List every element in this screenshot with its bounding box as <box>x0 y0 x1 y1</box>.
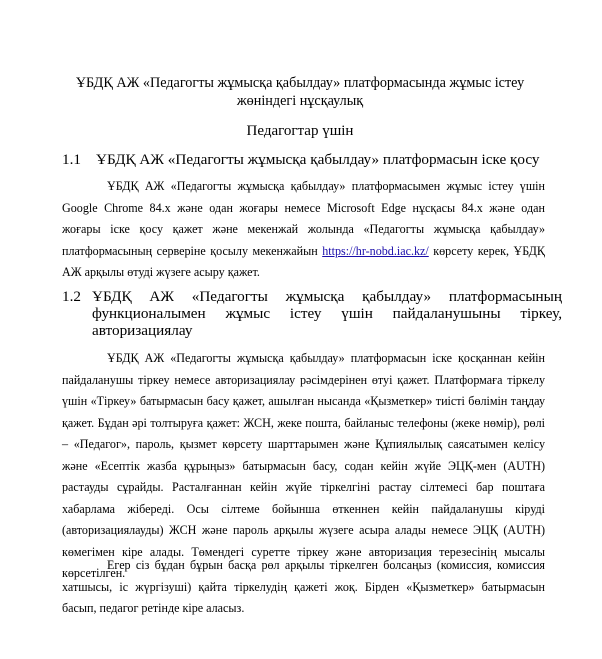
section-1-heading <box>62 151 542 169</box>
document-subtitle: Педагогтар үшін <box>246 123 354 139</box>
section-2-heading <box>62 288 562 339</box>
section-2-number: 1.2 <box>62 288 81 305</box>
platform-url-link[interactable]: https://hr-nobd.iac.kz/ <box>322 243 429 258</box>
section-2-paragraph-2: Егер сіз бұдан бұрын басқа рөл арқылы тіркелген болсаңыз (комиссия, комиссия хатшысы, іс жүргізуші) қайта тіркелудің қажеті жоқ. Бірден «Қызметкер» батырмасын басып, педагог ретінде кіре аласыз. <box>62 558 545 615</box>
section-2-title: ҰБДҚ АЖ «Педагогты жұмысқа қабылдау» платформасының функционалымен жұмыс істеу үшін пайдаланушыны тіркеу, авторизациялау <box>92 288 562 339</box>
document-title: ҰБДҚ АЖ «Педагогты жұмысқа қабылдау» платформасында жұмыс істеу жөніндегі нұсқаулық <box>75 75 525 109</box>
section-1-text-before-link: ҰБДҚ АЖ «Педагогты жұмысқа қабылдау» платформасымен жұмыс істеу үшін Google Chrome 84.x және одан жоғары немесе Microsoft Edge нұсқасы 84.x және одан жоғары іске қосу қажет және мекенжай жолында «Педагогты жұмысқа қабылдау» платформасының серверіне қосылу мекенжайын <box>62 179 545 258</box>
section-2-paragraph-1: ҰБДҚ АЖ «Педагогты жұмысқа қабылдау» платформасын іске қосқаннан кейін пайдаланушы тіркеу немесе авторизациялау рәсімдерінен өтуі қажет. Платформаға тіркелу үшін «Тіркеу» батырмасын басу қажет, ашылған нысанда «Қызметкер» тиісті бөлімін таңдау қажет. Бұдан әрі толтыруға қажет: ЖСН, жеке пошта, байланыс телефоны (жеке нөмір), рөлі – «Педагог», пароль, қызмет көрсету шарттарымен және Құпиялылық саясатымен келісу және «Есептік жазба құрыңыз» батырмасын басу, содан кейін жүйе ЭЦҚ-мен (AUTH) растауды сұрайды. Расталғаннан кейін жүйе тіркелгіні растау сілтемесі бар поштаға хабарлама жібереді. Осы сілтеме бойынша өткеннен кейін пайдаланушы кіруді (авторизациялауды) ЖСН және пароль арқылы жүзеге асыра алады немесе ЭЦҚ (AUTH) көмегімен кіре алады. Төмендегі суретте тіркеу және авторизация терезесінің мысалы көрсетілген. <box>62 351 545 580</box>
section-1-title: ҰБДҚ АЖ «Педагогты жұмысқа қабылдау» платформасын іске қосу <box>96 151 540 168</box>
section-1-paragraph <box>62 176 545 284</box>
section-1-number: 1.1 <box>62 151 81 168</box>
section-1-text-after-link: көрсету керек, ҰБДҚ АЖ арқылы өтуді жүзеге асыру қажет. <box>62 243 545 279</box>
